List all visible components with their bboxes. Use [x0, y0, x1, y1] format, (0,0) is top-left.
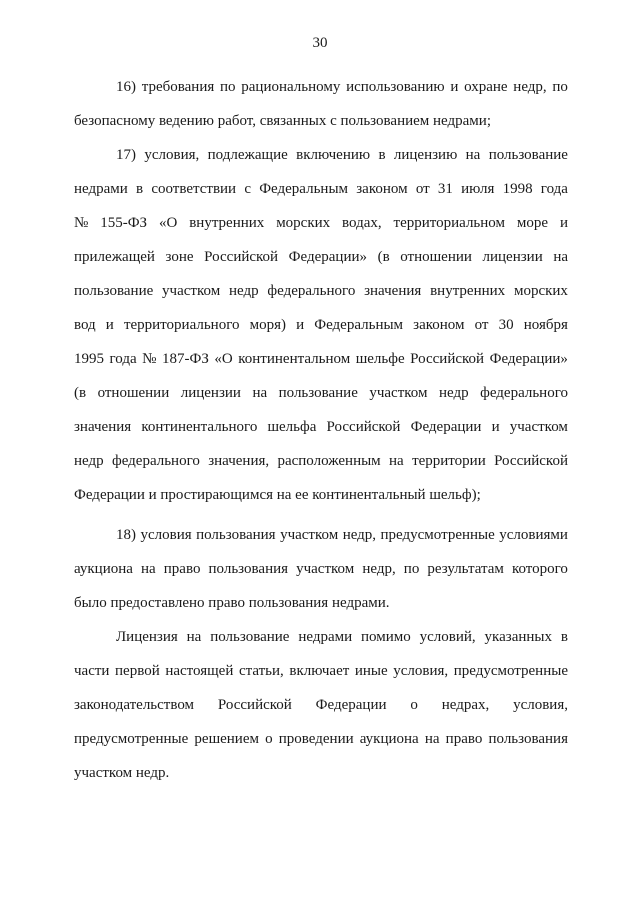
- paragraph-line: аукциона на право пользования участком недр, по результатам которого: [74, 561, 568, 577]
- paragraph-line: Лицензия на пользование недрами помимо условий, указанных в: [116, 629, 568, 645]
- paragraph-line: предусмотренные решением о проведении аукциона на право пользования: [74, 731, 568, 747]
- paragraph-line: 16) требования по рациональному использованию и охране недр, по: [116, 79, 568, 95]
- paragraph-line: части первой настоящей статьи, включает иные условия, предусмотренные: [74, 663, 568, 679]
- paragraph-line: недрами в соответствии с Федеральным законом от 31 июля 1998 года: [74, 181, 568, 197]
- paragraph-item-17: [74, 138, 568, 512]
- paragraph-item-16: [74, 70, 568, 138]
- page-number: 30: [312, 35, 328, 51]
- paragraph-line: значения континентального шельфа Российской Федерации и участком: [74, 419, 568, 435]
- paragraph-license-conditions: [74, 620, 568, 790]
- paragraph-line: было предоставлено право пользования недрами.: [74, 595, 390, 611]
- paragraph-line: вод и территориального моря) и Федеральным законом от 30 ноября: [74, 317, 568, 333]
- paragraph-line: недр федерального значения, расположенным на территории Российской: [74, 453, 568, 469]
- paragraph-line: 18) условия пользования участком недр, предусмотренные условиями: [116, 527, 568, 543]
- paragraph-line: 1995 года № 187-ФЗ «О континентальном шельфе Российской Федерации»: [74, 351, 568, 367]
- paragraph-line: Федерации и простирающимся на ее континентальный шельф);: [74, 487, 481, 503]
- paragraph-line: безопасному ведению работ, связанных с пользованием недрами;: [74, 113, 491, 129]
- paragraph-line: (в отношении лицензии на пользование участком недр федерального: [74, 385, 568, 401]
- paragraph-line: № 155-ФЗ «О внутренних морских водах, территориальном море и: [74, 215, 568, 231]
- paragraph-line: участком недр.: [74, 765, 170, 781]
- paragraph-line: 17) условия, подлежащие включению в лицензию на пользование: [116, 147, 568, 163]
- paragraph-line: пользование участком недр федерального значения внутренних морских: [74, 283, 568, 299]
- paragraph-item-18: [74, 518, 568, 620]
- paragraph-line: прилежащей зоне Российской Федерации» (в отношении лицензии на: [74, 249, 568, 265]
- paragraph-line: законодательством Российской Федерации о недрах, условия,: [74, 697, 568, 713]
